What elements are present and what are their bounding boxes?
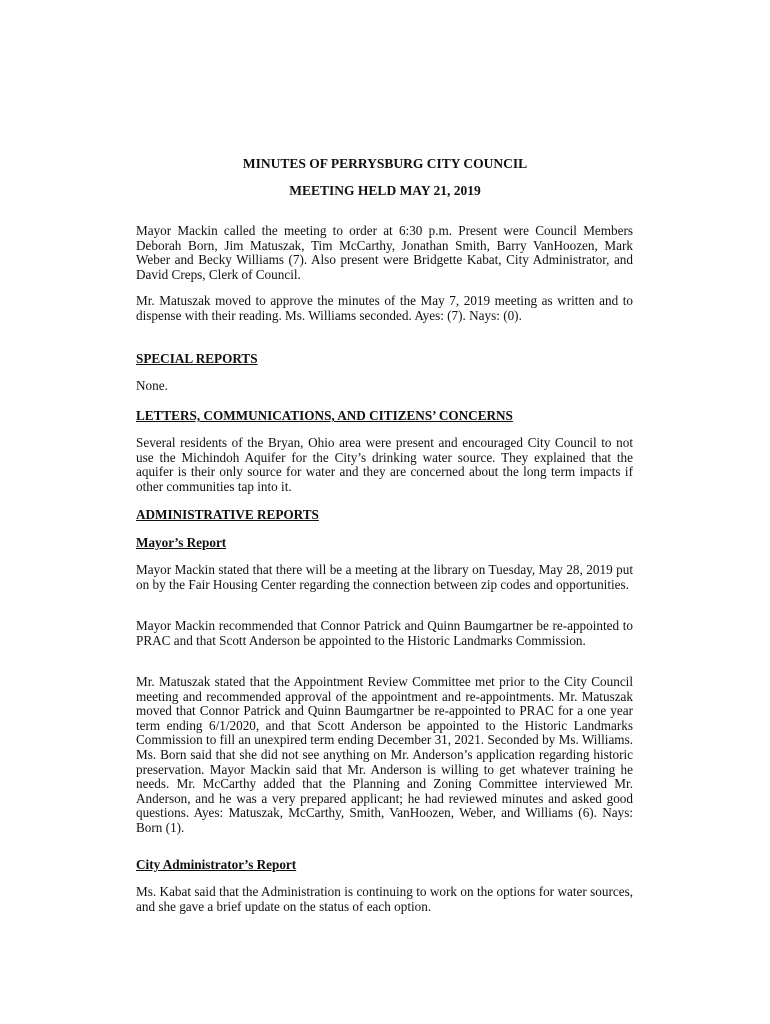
intro-paragraph-call-to-order: Mayor Mackin called the meeting to order at 6:30 p.m. Present were Council Members Deborah Born, Jim Matuszak, Tim McCarthy, Jonathan Smith, Barry VanHoozen, Mark Weber and Becky Williams (7). Also present were Bridgette Kabat, City Administrator, and David Creps, Clerk of Council.	[136, 223, 633, 282]
meeting-date-title: MEETING HELD MAY 21, 2019	[289, 183, 481, 198]
special-reports-body: None.	[136, 378, 168, 393]
mayors-report-paragraph-motion: Mr. Matuszak stated that the Appointment Review Committee met prior to the City Council meeting and recommended approval of the appointment and re-appointments. Mr. Matuszak moved that Connor Patrick and Quinn Baumgartner be re-appointed to PRAC for a one year term ending 6/1/2020, and that Scott Anderson be appointed to the Historic Landmarks Commission to fill an unexpired term ending December 31, 2021. Seconded by Ms. Williams. Ms. Born said that she did not see anything on Mr. Anderson’s application regarding historic preservation. Mayor Mackin said that Mr. Anderson is willing to get whatever training he needs. Mr. McCarthy added that the Planning and Zoning Committee interviewed Mr. Anderson, and he was a very prepared applicant; he had reviewed minutes and asked good questions. Ayes: Matuszak, McCarthy, Smith, VanHoozen, Weber, and Williams (6). Nays: Born (1).	[136, 674, 633, 835]
administrative-reports-heading: ADMINISTRATIVE REPORTS	[136, 507, 319, 522]
mayors-report-paragraph-recommendation: Mayor Mackin recommended that Connor Patrick and Quinn Baumgartner be re-appointed to PRAC and that Scott Anderson be appointed to the Historic Landmarks Commission.	[136, 618, 633, 648]
letters-body: Several residents of the Bryan, Ohio area were present and encouraged City Council to not use the Michindoh Aquifer for the City’s drinking water source. They explained that the aquifer is their only source for water and they are concerned about the long term impacts if other communities tap into it.	[136, 435, 633, 494]
city-admin-report-body: Ms. Kabat said that the Administration is continuing to work on the options for water sources, and she gave a brief update on the status of each option.	[136, 884, 633, 914]
mayors-report-heading: Mayor’s Report	[136, 535, 227, 550]
letters-heading: LETTERS, COMMUNICATIONS, AND CITIZENS’ CONCERNS	[136, 408, 513, 423]
city-admin-report-heading: City Administrator’s Report	[136, 857, 297, 872]
intro-paragraph-minutes-approval: Mr. Matuszak moved to approve the minutes of the May 7, 2019 meeting as written and to dispense with their reading. Ms. Williams seconded. Ayes: (7). Nays: (0).	[136, 293, 633, 323]
mayors-report-paragraph-meeting: Mayor Mackin stated that there will be a meeting at the library on Tuesday, May 28, 2019 put on by the Fair Housing Center regarding the connection between zip codes and opportunities.	[136, 562, 633, 592]
document-title: MINUTES OF PERRYSBURG CITY COUNCIL	[242, 156, 528, 171]
special-reports-heading: SPECIAL REPORTS	[136, 351, 258, 366]
